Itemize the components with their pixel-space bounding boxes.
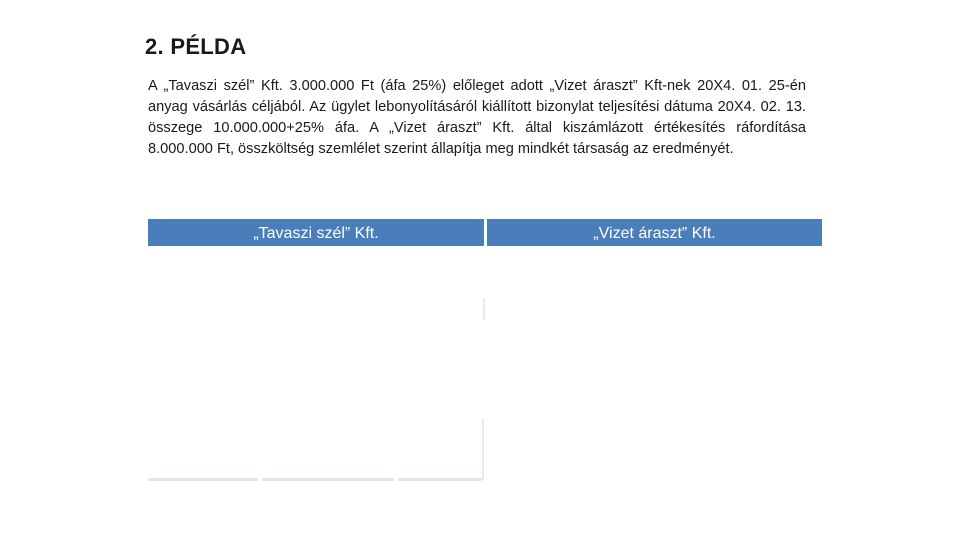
table-bottom-border: [262, 478, 394, 481]
column-header-vizet-araszt: „Vizet áraszt” Kft.: [487, 219, 822, 246]
ledger-table: [148, 219, 822, 481]
table-bottom-border: [148, 478, 258, 481]
column-divider: [482, 418, 484, 480]
column-divider: [483, 298, 485, 320]
slide-title: 2. PÉLDA: [145, 34, 247, 59]
column-header-tavaszi-szel: „Tavaszi szél” Kft.: [148, 219, 484, 246]
problem-description: A „Tavaszi szél” Kft. 3.000.000 Ft (áfa 25%) előleget adott „Vizet áraszt” Kft-nek 20X4. 01. 25-én anyag vásárlás céljából. Az ügylet lebonyolításáról kiállított bizonylat teljesítési dátuma 20X4. 02. 13. összege 10.000.000+25% áfa. A „Vizet áraszt” Kft. által kiszámlázott értékesítés ráfordítása 8.000.000 Ft, összköltség szemlélet szerint állapítja meg mindkét társaság az eredményét.: [148, 78, 806, 157]
table-bottom-border: [398, 478, 482, 481]
